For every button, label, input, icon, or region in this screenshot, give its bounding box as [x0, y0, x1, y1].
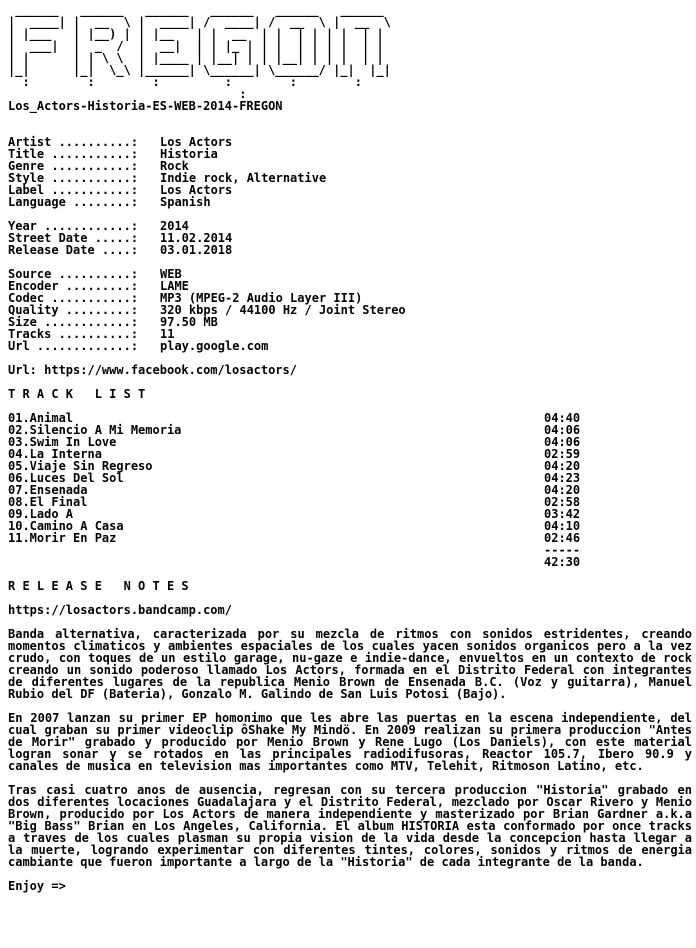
tracklist-heading: T R A C K L I S T [8, 387, 146, 401]
info-key: Genre ...........: [8, 159, 139, 173]
track-title: 04.La Interna [8, 447, 102, 461]
info-block [8, 136, 692, 208]
track-row [8, 532, 692, 544]
info-key: Language ........: [8, 195, 139, 209]
info-value: Indie rock, Alternative [160, 171, 327, 185]
tech-value: play.google.com [160, 339, 269, 353]
tech-key: Quality .........: [8, 303, 139, 317]
tech-value: 320 kbps / 44100 Hz / Joint Stereo [160, 303, 406, 317]
track-title: 07.Ensenada [8, 483, 88, 497]
info-key: Artist ..........: [8, 135, 139, 149]
track-duration: 04:20 [544, 459, 581, 473]
info-key: Label ...........: [8, 183, 139, 197]
tech-value: 97.50 MB [160, 315, 218, 329]
date-key: Street Date .....: [8, 231, 139, 245]
total-time-row [8, 556, 692, 568]
info-key: Title ...........: [8, 147, 139, 161]
track-duration: 04:10 [544, 519, 581, 533]
track-duration: 04:06 [544, 435, 581, 449]
total-separator: ----- [544, 543, 581, 557]
tech-key: Tracks ..........: [8, 327, 139, 341]
info-value: Historia [160, 147, 218, 161]
track-row [8, 496, 692, 508]
nfo-document [8, 4, 692, 892]
track-duration: 04:23 [544, 471, 581, 485]
tech-value: WEB [160, 267, 182, 281]
tech-block [8, 268, 692, 352]
info-key: Style ...........: [8, 171, 139, 185]
track-duration: 04:06 [544, 423, 581, 437]
total-time: 42:30 [544, 555, 581, 569]
track-row [8, 436, 692, 448]
track-title: 06.Luces Del Sol [8, 471, 124, 485]
tech-key: Size ............: [8, 315, 139, 329]
tech-value: LAME [160, 279, 189, 293]
track-duration: 02:58 [544, 495, 581, 509]
info-value: Los Actors [160, 183, 233, 197]
info-value: Spanish [160, 195, 211, 209]
track-title: 01.Animal [8, 411, 74, 425]
track-title: 10.Camino A Casa [8, 519, 124, 533]
tech-key: Url .............: [8, 339, 139, 353]
track-row [8, 472, 692, 484]
release-name: Los_Actors-Historia-ES-WEB-2014-FREGON [8, 99, 283, 113]
track-duration: 02:59 [544, 447, 581, 461]
date-row [8, 244, 692, 256]
tech-key: Codec ...........: [8, 291, 139, 305]
track-title: 09.Lado A [8, 507, 74, 521]
date-value: 03.01.2018 [160, 243, 233, 257]
info-value: Los Actors [160, 135, 233, 149]
tech-key: Encoder .........: [8, 279, 139, 293]
track-title: 05.Viaje Sin Regreso [8, 459, 153, 473]
date-key: Release Date ....: [8, 243, 139, 257]
enjoy-line: Enjoy => [8, 879, 66, 893]
track-duration: 04:40 [544, 411, 581, 425]
notes-paragraph: Tras casi cuatro anos de ausencia, regresan con su tercera produccion "Historia" grabado en dos diferentes locaciones Guadalajara y el Distrito Federal, mezclado por Oscar Rivero y Menio Brown, producido por Los Actors de manera independiente y masterizado por Brian Gardner a.k.a "Big Bass" Brian en Los Angeles, California. El album HISTORIA esta conformado por once tracks a traves de los cuales plasman su propia vision de la vida desde la concepcion hasta llegar a la muerte, logrando experimentar con diferentes tintes, colores, sonidos y ritmos de energia cambiante que fueron importante a largo de la "Historia" de cada integrante de la banda. [8, 783, 692, 869]
notes-paragraph: Banda alternativa, caracterizada por su mezcla de ritmos con sonidos estridentes, creando momentos climaticos y ambientes espaciales de los cuales yacen sonidos organicos pero a la vez crudo, con toques de un estilo garage, nu-gaze e indie-dance, envueltos en un contexto de rock creando un sonido poderoso llamado Los Actors, formada en el Distrito Federal con integrantes de diferentes lugares de la republica Menio Brown de Ensenada B.C. (Voz y guitarra), Manuel Rubio del DF (Bateria), Gonzalo M. Galindo de San Luis Potosi (Bajo). [8, 627, 692, 701]
tech-value: 11 [160, 327, 175, 341]
facebook-url: Url: https://www.facebook.com/losactors/ [8, 363, 297, 377]
track-title: 02.Silencio A Mi Memoria [8, 423, 182, 437]
tech-row [8, 340, 692, 352]
date-value: 2014 [160, 219, 189, 233]
track-duration: 04:20 [544, 483, 581, 497]
notes-paragraph: En 2007 lanzan su primer EP homonimo que les abre las puertas en la escena independiente, del cual graban su primer videoclip ôShake My Mindö. En 2009 realizan su primera produccion "Antes de Morir" grabado y producido por Menio Brown y Rene Lugo (Los Daniels), con este material logran sonar y se rotados en las principales radiodifusoras, Reactor 105.7, Ibero 90.9 y canales de musica en television mas importantes como MTV, Telehit, Ritmoson Latino, etc. [8, 711, 692, 773]
date-value: 11.02.2014 [160, 231, 233, 245]
info-value: Rock [160, 159, 189, 173]
info-row [8, 196, 692, 208]
notes-heading: R E L E A S E N O T E S [8, 579, 189, 593]
date-key: Year ............: [8, 219, 139, 233]
dates-block [8, 220, 692, 256]
track-list [8, 412, 692, 544]
track-title: 03.Swim In Love [8, 435, 117, 449]
ascii-logo: ______ ______ ______ ______ ______ ______ | ____| | __ \ | ____| / ____| / __ \ | __ \ | |___ | |__) | | |__ | | __ | | | | | | | | | ___| | _ / | __| | | |_ | | | | | | | | | | | | | \ \ | |____ | |__| | | |__| | | | | | |_| |_| \_\ |______| \______| \______/ |_| |_| : : : : : : : [8, 3, 391, 101]
track-duration: 03:42 [544, 507, 581, 521]
bandcamp-url: https://losactors.bandcamp.com/ [8, 603, 232, 617]
track-title: 08.El Final [8, 495, 88, 509]
tech-value: MP3 (MPEG-2 Audio Layer III) [160, 291, 363, 305]
release-notes [8, 628, 692, 880]
track-duration: 02:46 [544, 531, 581, 545]
track-row [8, 484, 692, 496]
tech-key: Source ..........: [8, 267, 139, 281]
total-separator-row [8, 544, 692, 556]
track-title: 11.Morir En Paz [8, 531, 117, 545]
